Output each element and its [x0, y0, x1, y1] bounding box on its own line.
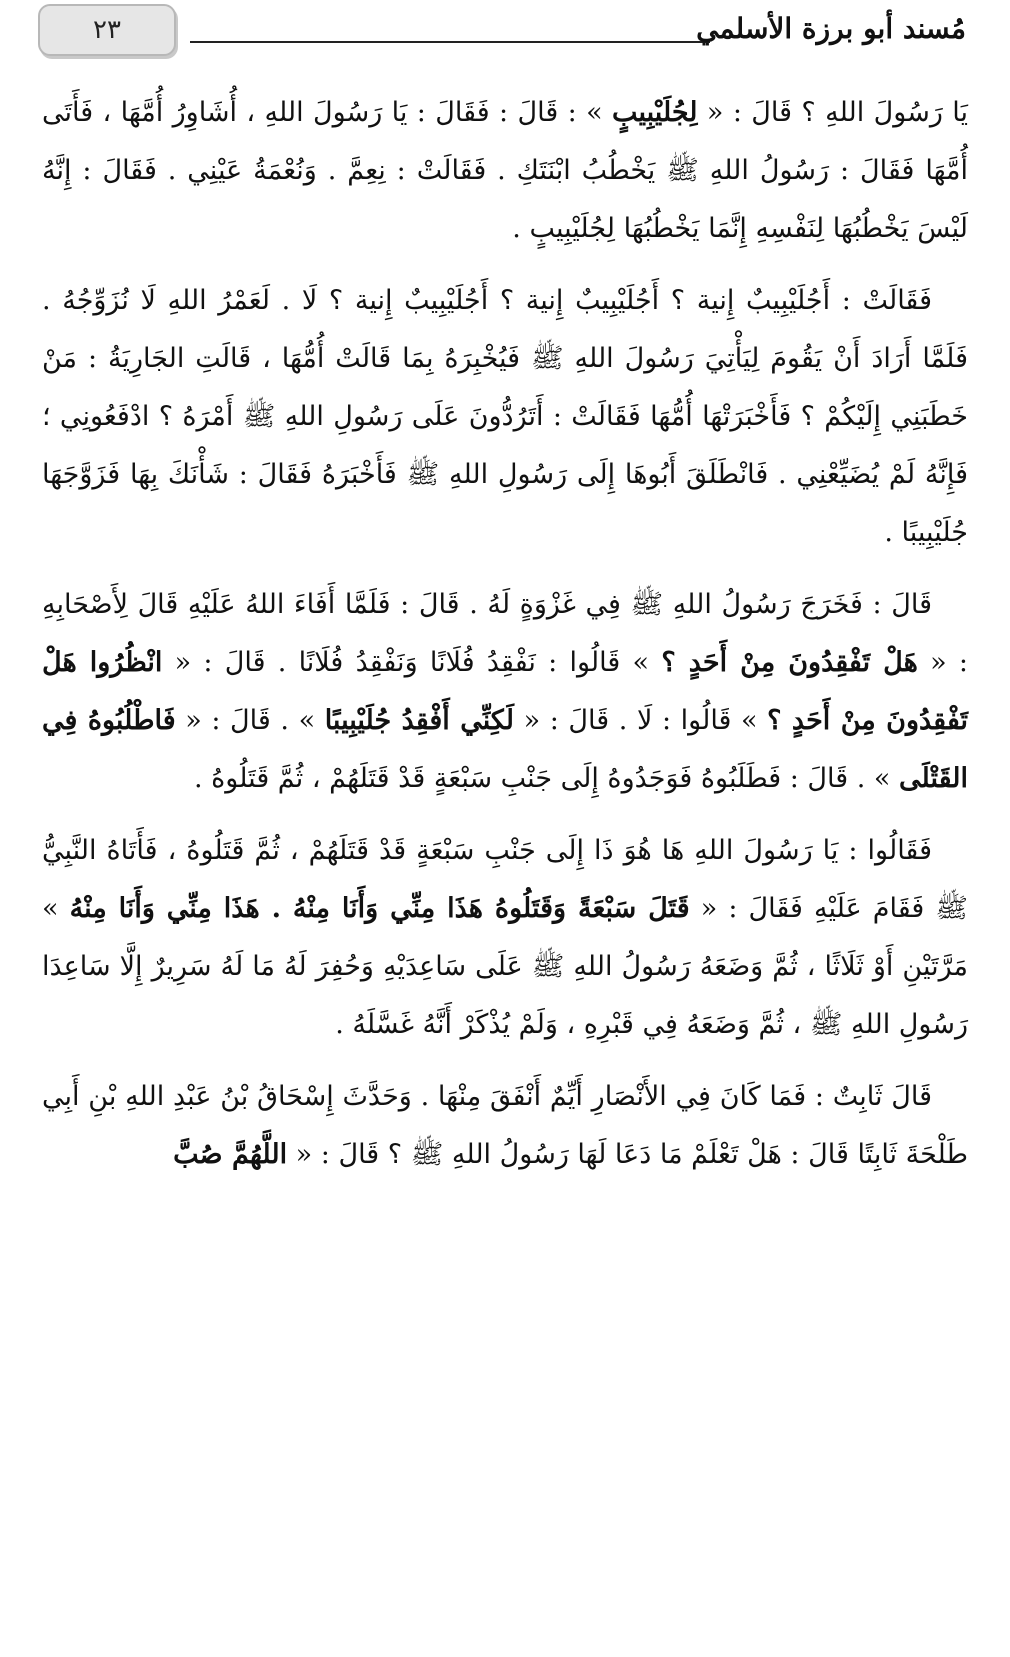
paragraph-5 — [42, 1068, 968, 1184]
paragraph-3-segment-1: قَالَ : فَخَرَجَ رَسُولُ اللهِ ﷺ فِي غَزْوَةٍ لَهُ . قَالَ : فَلَمَّا أَفَاءَ اللهُ عَلَيْهِ قَالَ لِأَصْحَابِهِ : « — [42, 589, 968, 678]
page-header — [0, 0, 1010, 72]
paragraph-3-segment-4: انْظُرُوا هَلْ تَفْقِدُونَ مِنْ أَحَدٍ ؟ — [42, 647, 968, 736]
paragraph-4-segment-1: فَقَالُوا : يَا رَسُولَ اللهِ هَا هُوَ ذَا إِلَى جَنْبِ سَبْعَةٍ قَدْ قَتَلَهُمْ ، ثُمَّ قَتَلُوهُ ، فَأَتَاهُ النَّبِيُّ ﷺ فَقَامَ عَلَيْهِ فَقَالَ : « — [42, 835, 968, 924]
paragraph-4-segment-2: قَتَلَ سَبْعَةً وَقَتَلُوهُ هَذَا مِنِّي وَأَنَا مِنْهُ . هَذَا مِنِّي وَأَنَا مِنْهُ — [69, 893, 690, 924]
paragraph-3 — [42, 576, 968, 808]
paragraph-3-segment-5: » قَالُوا : لَا . قَالَ : « — [514, 705, 768, 736]
paragraph-1 — [42, 84, 968, 258]
paragraph-4-segment-3: » مَرَّتَيْنِ أَوْ ثَلَاثًا ، ثُمَّ وَضَعَهُ رَسُولُ اللهِ ﷺ عَلَى سَاعِدَيْهِ وَحُفِرَ لَهُ مَا لَهُ سَرِيرٌ إِلَّا سَاعِدَا رَسُولِ اللهِ ﷺ ، ثُمَّ وَضَعَهُ فِي قَبْرِهِ ، وَلَمْ يُذْكَرْ أَنَّهُ غَسَّلَهُ . — [42, 893, 968, 1040]
paragraph-2 — [42, 272, 968, 562]
page-body — [42, 84, 968, 1198]
paragraph-5-segment-2: اللَّهُمَّ صُبَّ — [173, 1139, 288, 1170]
paragraph-1-segment-3: » : قَالَ : فَقَالَ : يَا رَسُولَ اللهِ ، أُشَاوِرُ أُمَّهَا ، فَأَتَى أُمَّهَا فَقَالَ : رَسُولُ اللهِ ﷺ يَخْطُبُ ابْنَتَكِ . فَقَالَتْ : نِعِمَّ . وَنُعْمَةُ عَيْنِي . فَقَالَ : إِنَّهُ لَيْسَ يَخْطُبُهَا لِنَفْسِهِ إِنَّمَا يَخْطُبُهَا لِجُلَيْبِيبٍ . — [42, 97, 968, 244]
paragraph-3-segment-3: » قَالُوا : نَفْقِدُ فُلَانًا وَنَفْقِدُ فُلَانًا . قَالَ : « — [162, 647, 662, 678]
page-number: ٢٣ — [93, 15, 121, 45]
page-number-tab — [38, 4, 176, 56]
paragraph-5-segment-1: قَالَ ثَابِتٌ : فَمَا كَانَ فِي الأَنْصَارِ أَيِّمٌ أَنْفَقَ مِنْهَا . وَحَدَّثَ إِسْحَاقُ بْنُ عَبْدِ اللهِ بْنِ أَبِي طَلْحَةَ ثَابِتًا قَالَ : هَلْ تَعْلَمْ مَا دَعَا لَهَا رَسُولُ اللهِ ﷺ ؟ قَالَ : « — [42, 1081, 968, 1170]
paragraph-4 — [42, 822, 968, 1054]
paragraph-3-segment-8: فَاطْلُبُوهُ فِي القَتْلَى — [42, 705, 968, 794]
paragraph-2-segment-1: فَقَالَتْ : أَجُلَيْبِيبٌ إِنية ؟ أَجُلَيْبِيبٌ إِنية ؟ أَجُلَيْبِيبٌ إِنية ؟ لَا . لَعَمْرُ اللهِ لَا نُزَوِّجُهُ . فَلَمَّا أَرَادَ أَنْ يَقُومَ لِيَأْتِيَ رَسُولَ اللهِ ﷺ فَيُخْبِرَهُ بِمَا قَالَتْ أُمُّهَا ، قَالَتِ الجَارِيَةُ : مَنْ خَطَبَنِي إِلَيْكُمْ ؟ فَأَخْبَرَتْهَا أُمُّهَا فَقَالَتْ : أَتَرُدُّونَ عَلَى رَسُولِ اللهِ ﷺ أَمْرَهُ ؟ ادْفَعُونِي ؛ فَإِنَّهُ لَمْ يُضَيِّعْنِي . فَانْطَلَقَ أَبُوهَا إِلَى رَسُولِ اللهِ ﷺ فَأَخْبَرَهُ فَقَالَ : شَأْنَكَ بِهَا فَزَوَّجَهَا جُلَيْبِيبًا . — [42, 285, 968, 548]
paragraph-3-segment-9: » . قَالَ : فَطَلَبُوهُ فَوَجَدُوهُ إِلَى جَنْبِ سَبْعَةٍ قَدْ قَتَلَهُمْ ، ثُمَّ قَتَلُوهُ . — [193, 763, 900, 794]
paragraph-3-segment-2: هَلْ تَفْقِدُونَ مِنْ أَحَدٍ ؟ — [661, 647, 918, 678]
paragraph-3-segment-7: » . قَالَ : « — [175, 705, 325, 736]
paragraph-3-segment-6: لَكِنِّي أَفْقِدُ جُلَيْبِيبًا — [324, 705, 515, 736]
page-running-title: مُسند أبو برزة الأسلمي — [696, 12, 966, 45]
paragraph-1-segment-2: لِجُلَيْبِيبٍ — [611, 97, 698, 128]
header-rule — [190, 41, 710, 43]
paragraph-1-segment-1: يَا رَسُولَ اللهِ ؟ قَالَ : « — [697, 97, 968, 128]
